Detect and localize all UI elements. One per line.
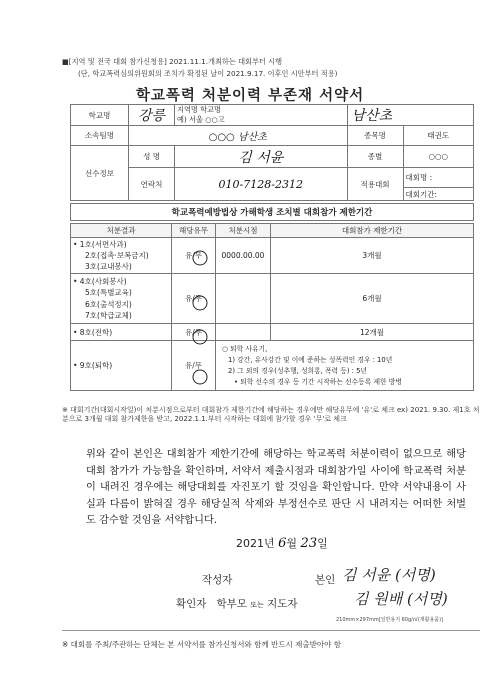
table-row	[71, 324, 474, 341]
measure-item: 3호(교내봉사)	[85, 262, 132, 271]
measure-items	[71, 324, 172, 341]
coach-signature: 김 원배 (서명)	[354, 590, 448, 608]
gender-value: ○○○	[403, 146, 473, 168]
measure-item: • 4호(사회봉사)	[73, 276, 127, 286]
table-row	[71, 274, 474, 324]
header-line-2: (단, 학교폭력심의위원회의 조치가 확정된 날이 2021.9.17. 이후인 시안부터 적용)	[78, 69, 338, 78]
measure-time: 0000.00.00	[216, 238, 271, 274]
parent-label: 학부모	[216, 598, 247, 610]
measure-items	[71, 238, 172, 274]
measure-limit: 6개월	[271, 274, 474, 324]
name-value: 김 서윤	[175, 146, 348, 168]
club-label: 소속팀명	[71, 126, 129, 146]
contact-label: 연락처	[129, 168, 175, 201]
measure-items	[71, 341, 172, 391]
measures-header-time: 처분시점	[216, 224, 271, 238]
check-text: 유/무	[184, 251, 203, 260]
writer-label: 작성자	[202, 574, 233, 586]
coach-label: 지도자	[267, 598, 298, 610]
paper-size-note: 210mm×297mm[일반용지 60g/㎡(재활용품)]	[336, 617, 444, 623]
measures-header-result: 처분결과	[71, 224, 172, 238]
measure-limit: 12개월	[271, 324, 474, 341]
measure-item: 2호(접촉·보복금지)	[85, 251, 149, 260]
measure-items	[71, 274, 172, 324]
gender-label: 종별	[347, 146, 403, 168]
pledge-text: 위와 같이 본인은 대회참가 제한기간에 해당하는 학교폭력 처분이력이 없으므로 해당 대회 참가가 가능함을 확인하며, 서약서 제출시점과 대회참가일 사이에 학교폭력 처분이 내려진 경우에는 해당대회를 자진포기 할 것임을 확인합니다. 만약 서약내용이 사실과 다름이 밝혀질 경우 해당실적 삭제와 부정선수로 판단 시 내려지는 어떠한 처벌도 감수할 것임을 서약합니다.	[86, 449, 466, 526]
checker-label: 확인자	[176, 598, 207, 610]
expulsion-note: 2) 그 외의 경우(성추행, 성희롱, 폭력 등) : 5년	[228, 366, 367, 375]
measure-limit: 3개월	[271, 238, 474, 274]
divider	[62, 630, 480, 631]
school-name-value: 강릉	[129, 105, 175, 126]
region-school-cell	[175, 105, 348, 126]
self-label: 본인	[315, 574, 336, 586]
event-label: 종목명	[347, 126, 403, 146]
region-school-example: 예) 서울 ○○고	[177, 115, 225, 124]
measure-time	[216, 324, 271, 341]
measure-time	[216, 274, 271, 324]
date-year: 2021년	[236, 537, 275, 550]
measures-subtitle: 학교폭력예방법상 가해학생 조치별 대회참가 제한기간	[70, 203, 474, 221]
check-text: 유/무	[184, 361, 203, 370]
measure-check	[172, 238, 216, 274]
check-text: 유/무	[184, 294, 203, 303]
measure-item: 6호(출석정지)	[85, 299, 132, 309]
date-day-unit: 일	[317, 537, 328, 550]
date-month-unit: 월	[286, 537, 298, 550]
expulsion-note: ○ 퇴학 사유기,	[222, 344, 268, 353]
measure-item: • 1호(서면사과)	[73, 240, 127, 249]
measure-item: 5호(특별교육)	[85, 288, 132, 297]
or-label: 또는	[250, 601, 264, 609]
expulsion-note: 1) 강간, 유사강간 및 이에 준하는 성폭력인 경우 : 10년	[228, 355, 393, 364]
header-line-1: ■[지역 및 전국 대회 참가신청용] 2021.11.1.개최하는 대회부터 시행	[62, 57, 283, 66]
name-label: 성 명	[129, 146, 175, 168]
competition-period-label: 대회기간:	[403, 188, 473, 201]
table-row	[71, 341, 474, 391]
form-title: 학교폭력 처분이력 부존재 서약서	[135, 88, 365, 104]
expulsion-note: • 퇴학 선수의 경우 등 기간 시작하는 선수등록 제한 방병	[234, 377, 402, 386]
sign-date	[236, 535, 328, 551]
player-info-label: 선수정보	[71, 146, 129, 201]
club-value: ○○○ 남산초	[129, 126, 348, 146]
note-period: ※ 대회기간(대회시작일)이 처분시점으로부터 대회참가 제한기간에 해당하는 경우에만 해당유무에 '유'로 체크 ex) 2021. 9.30. 제1호 처분으로 3개월 대회 참가제한을 받고, 2022.1.1.부터 시작하는 대회에 참가할 경우 '무'로 체크	[62, 406, 480, 423]
region-school-value: 남산초	[347, 105, 473, 126]
measure-item: • 8호(전학)	[73, 327, 113, 337]
table-row	[71, 238, 474, 274]
check-text: 유/무	[184, 327, 203, 337]
measures-header-check: 해당유무	[172, 224, 216, 238]
measure-item: • 9호(퇴학)	[73, 361, 113, 370]
event-value: 태권도	[403, 126, 473, 146]
measures-header-limit: 대회참가 제한기간	[271, 224, 474, 238]
info-table	[70, 104, 474, 201]
checker-row	[176, 596, 298, 611]
contact-value: 010-7128-2312	[175, 168, 348, 201]
competition-name-label: 대회명 :	[403, 168, 473, 188]
region-school-label: 지역명 학교명	[177, 105, 221, 114]
date-day: 23	[300, 536, 318, 551]
measure-check	[172, 341, 216, 391]
measure-item: 7호(학급교체)	[85, 311, 132, 320]
competition-label: 적용대회	[347, 168, 403, 201]
school-name-label: 학교명	[71, 105, 129, 126]
self-signature: 김 서윤 (서명)	[342, 566, 436, 584]
note-submission: ※ 대회를 주최/주관하는 단체는 본 서약서를 참가신청서와 함께 반드시 제출받아야 함	[62, 640, 341, 649]
date-month: 6	[278, 536, 287, 551]
expulsion-notes	[216, 341, 474, 391]
measure-check	[172, 324, 216, 341]
measure-check	[172, 274, 216, 324]
measures-table	[70, 223, 474, 391]
